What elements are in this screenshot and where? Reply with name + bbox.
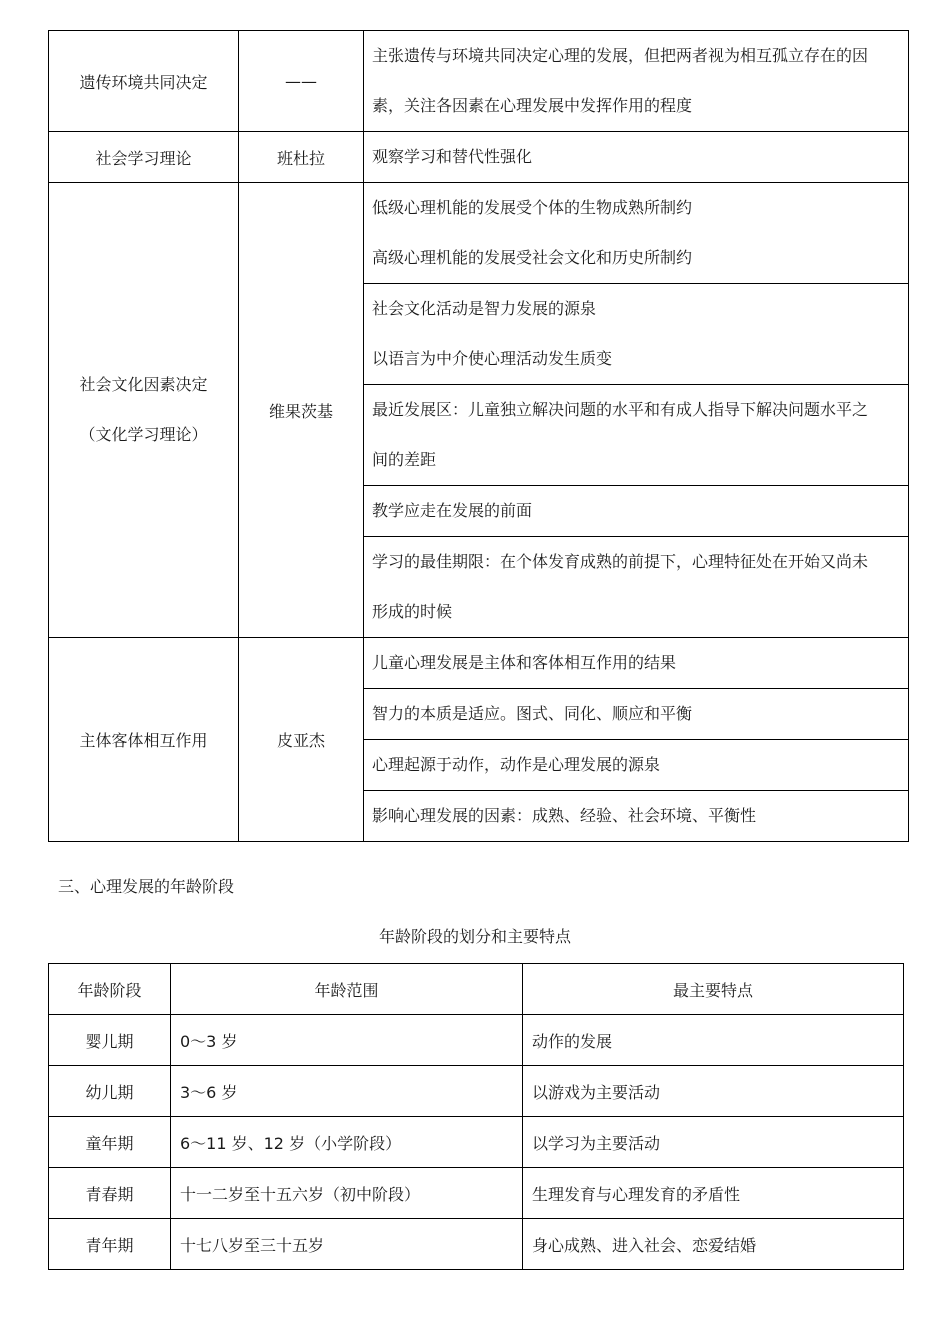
point-line: 最近发展区：儿童独立解决问题的水平和有成人指导下解决问题水平之 [372, 400, 869, 419]
table-header-row [49, 964, 904, 1015]
point-line: 素，关注各因素在心理发展中发挥作用的程度 [372, 96, 693, 115]
theory-point [364, 31, 909, 132]
theory-name [49, 183, 239, 638]
point-line: 教学应走在发展的前面 [372, 501, 533, 520]
theory-point [364, 638, 909, 689]
point-line: 形成的时候 [372, 602, 453, 621]
theory-name: 遗传环境共同决定 [49, 31, 239, 132]
feature-cell: 动作的发展 [523, 1015, 904, 1066]
age-stage-cell: 青春期 [49, 1168, 171, 1219]
age-stage-cell: 青年期 [49, 1219, 171, 1270]
age-stage-cell: 婴儿期 [49, 1015, 171, 1066]
theory-name: 社会学习理论 [49, 132, 239, 183]
point-line: 高级心理机能的发展受社会文化和历史所制约 [372, 248, 693, 267]
theory-point [364, 486, 909, 537]
point-line: 低级心理机能的发展受个体的生物成熟所制约 [372, 198, 693, 217]
theorist: 维果茨基 [239, 183, 364, 638]
point-line: 观察学习和替代性强化 [372, 147, 533, 166]
feature-cell: 生理发育与心理发育的矛盾性 [523, 1168, 904, 1219]
point-line: 智力的本质是适应。图式、同化、顺应和平衡 [372, 704, 693, 723]
theory-point [364, 537, 909, 638]
theory-point [364, 791, 909, 842]
theory-point [364, 284, 909, 385]
table-row [49, 183, 909, 284]
table-row [49, 638, 909, 689]
theory-name-line: （文化学习理论） [79, 425, 208, 444]
theorist: 皮亚杰 [239, 638, 364, 842]
age-stage-cell: 童年期 [49, 1117, 171, 1168]
feature-cell: 身心成熟、进入社会、恋爱结婚 [523, 1219, 904, 1270]
table-caption: 年龄阶段的划分和主要特点 [378, 927, 571, 946]
column-header: 年龄阶段 [49, 964, 171, 1015]
table-row [49, 31, 909, 132]
age-range-cell: 3～6 岁 [171, 1066, 523, 1117]
point-line: 以语言为中介使心理活动发生质变 [372, 349, 613, 368]
theory-point [364, 132, 909, 183]
age-range-cell: 6～11 岁、12 岁（小学阶段） [171, 1117, 523, 1168]
age-range-cell: 十一二岁至十五六岁（初中阶段） [171, 1168, 523, 1219]
theory-table [48, 30, 909, 842]
column-header: 年龄范围 [171, 964, 523, 1015]
table-row [49, 1168, 904, 1219]
point-line: 社会文化活动是智力发展的源泉 [372, 299, 597, 318]
point-line: 间的差距 [372, 450, 437, 469]
point-line: 学习的最佳期限：在个体发育成熟的前提下，心理特征处在开始又尚未 [372, 552, 869, 571]
theorist: 班杜拉 [239, 132, 364, 183]
column-header: 最主要特点 [523, 964, 904, 1015]
table-row [49, 1117, 904, 1168]
point-line: 影响心理发展的因素：成熟、经验、社会环境、平衡性 [372, 806, 757, 825]
theorist: —— [239, 31, 364, 132]
age-stage-cell: 幼儿期 [49, 1066, 171, 1117]
age-stage-table [48, 963, 904, 1270]
age-range-cell: 十七八岁至三十五岁 [171, 1219, 523, 1270]
table-row [49, 1066, 904, 1117]
feature-cell: 以学习为主要活动 [523, 1117, 904, 1168]
theory-point [364, 183, 909, 284]
age-range-cell: 0～3 岁 [171, 1015, 523, 1066]
theory-name-line: 社会文化因素决定 [79, 375, 208, 394]
theory-point [364, 689, 909, 740]
theory-point [364, 385, 909, 486]
table-row [49, 1219, 904, 1270]
point-line: 心理起源于动作，动作是心理发展的源泉 [372, 755, 661, 774]
point-line: 主张遗传与环境共同决定心理的发展，但把两者视为相互孤立存在的因 [372, 46, 869, 65]
table-row [49, 1015, 904, 1066]
section-heading: 三、心理发展的年龄阶段 [58, 877, 235, 896]
point-line: 儿童心理发展是主体和客体相互作用的结果 [372, 653, 677, 672]
theory-point [364, 740, 909, 791]
feature-cell: 以游戏为主要活动 [523, 1066, 904, 1117]
theory-name: 主体客体相互作用 [49, 638, 239, 842]
table-row [49, 132, 909, 183]
